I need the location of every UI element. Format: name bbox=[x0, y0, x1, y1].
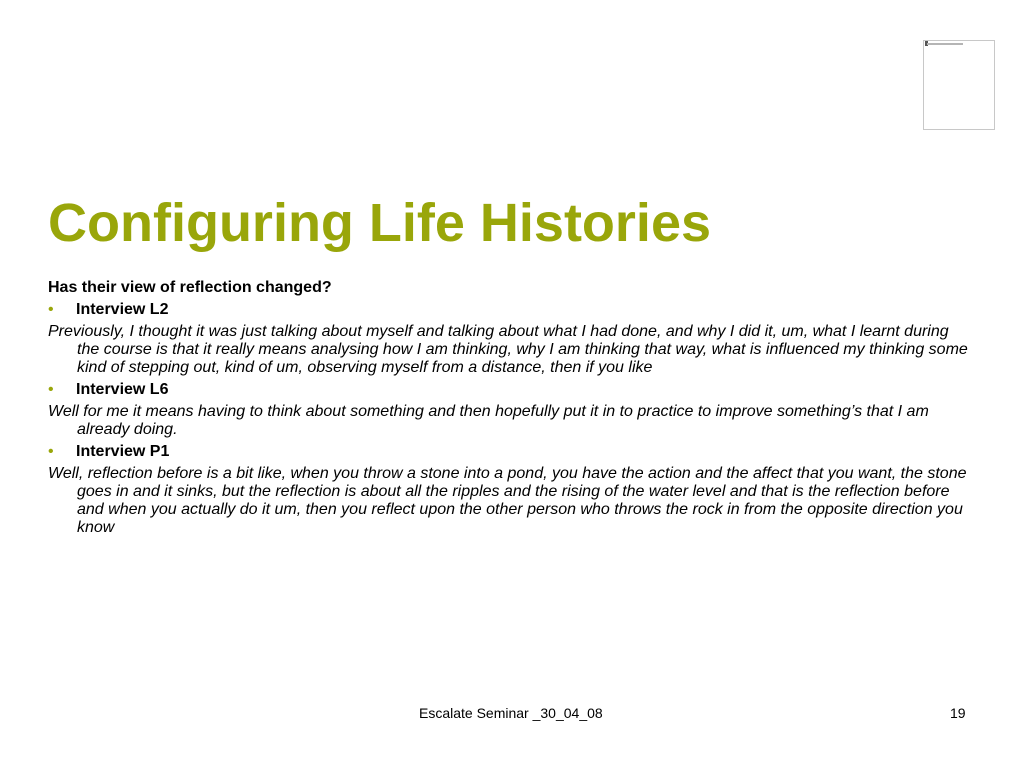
quote-interview-p1: Well, reflection before is a bit like, when you throw a stone into a pond, you have the action and the affect that you want, the stone goes in and it sinks, but the reflection is about all the ripples and the rising of the water level and that is the reflection before and when you actually do it um, then you reflect upon the other person who throws the rock in from the opposite direction you know bbox=[48, 465, 967, 536]
bullet-label: Interview L2 bbox=[76, 301, 169, 318]
thumbnail-image bbox=[923, 40, 995, 130]
bullet-icon: • bbox=[48, 381, 54, 398]
slide-title: Configuring Life Histories bbox=[48, 193, 712, 253]
quote-interview-l2: Previously, I thought it was just talking about myself and talking about what I had done, and why I did it, um, what I learnt during the course is that it really means analysing how I am thinking, why I am thinking that way, what is influenced my thinking some kind of stepping out, kind of um, observing myself from a distance, then if you like bbox=[48, 323, 968, 376]
bullet-label: Interview P1 bbox=[76, 443, 170, 460]
bullet-interview-l6 bbox=[48, 381, 968, 399]
bullet-interview-p1 bbox=[48, 443, 968, 461]
slide-body bbox=[48, 279, 968, 541]
question-text: Has their view of reflection changed? bbox=[48, 279, 332, 296]
bullet-icon: • bbox=[48, 443, 54, 460]
footer-text: Escalate Seminar _30_04_08 bbox=[419, 705, 603, 721]
bullet-label: Interview L6 bbox=[76, 381, 169, 398]
bullet-interview-l2 bbox=[48, 301, 968, 319]
thumbnail-line bbox=[927, 43, 963, 45]
page-number: 19 bbox=[950, 705, 966, 721]
quote-interview-l6: Well for me it means having to think about something and then hopefully put it in to practice to improve something’s that I am already doing. bbox=[48, 403, 929, 438]
bullet-icon: • bbox=[48, 301, 54, 318]
